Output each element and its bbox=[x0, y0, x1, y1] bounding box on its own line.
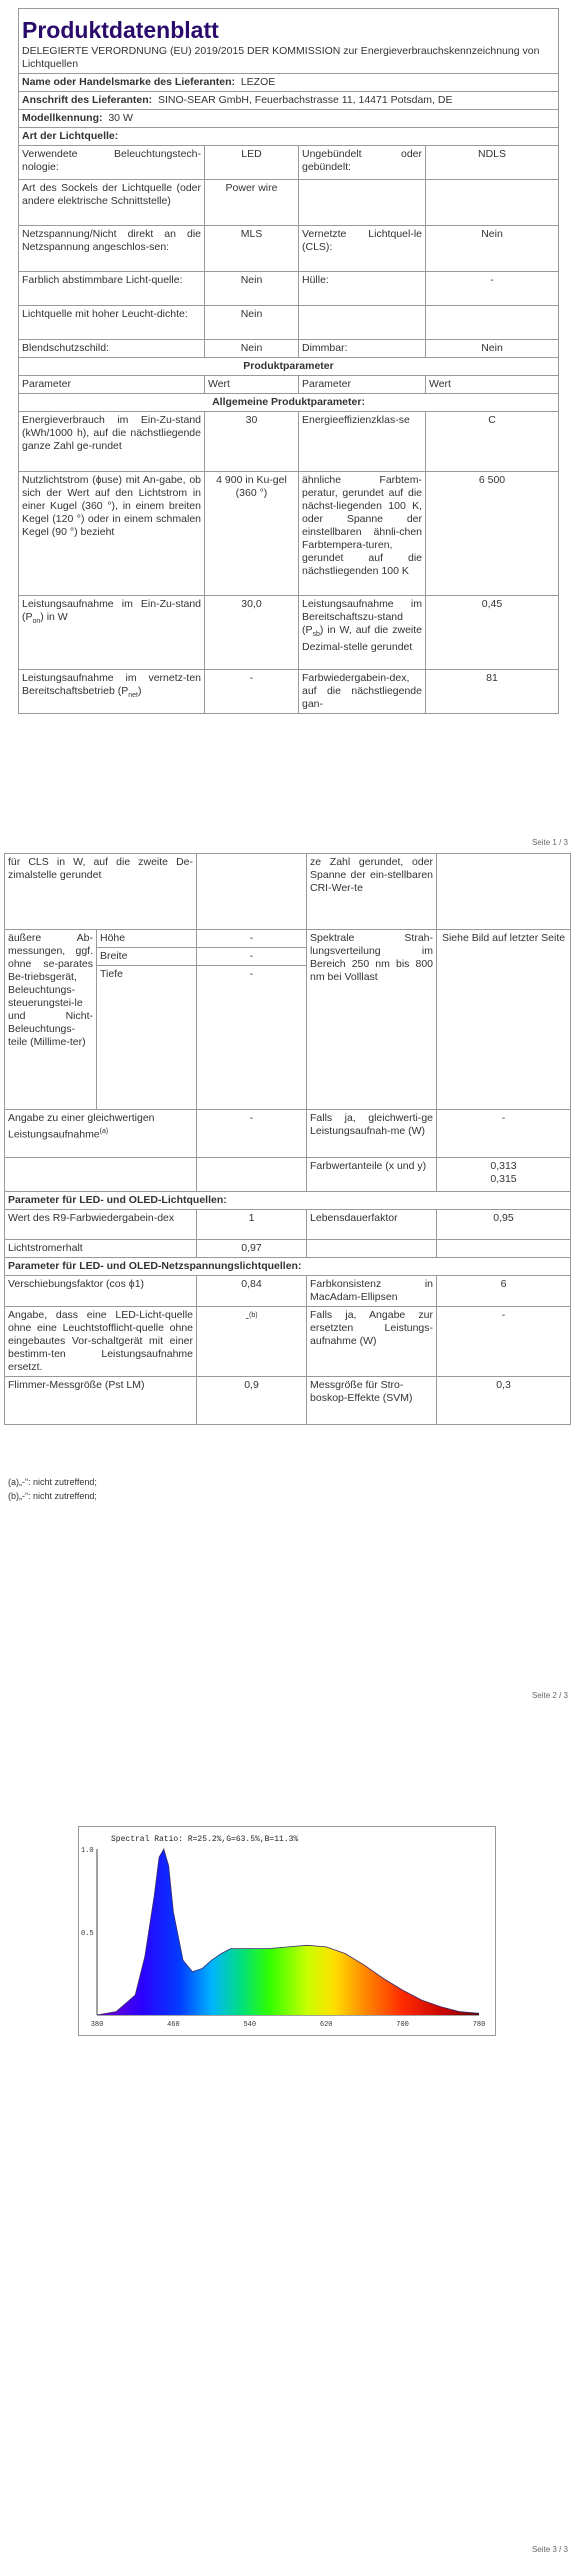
pp-value2-0: C bbox=[426, 412, 559, 472]
page-3 bbox=[0, 1706, 576, 2560]
page-footer-1: Seite 1 / 3 bbox=[531, 838, 568, 847]
x-tick-label: 780 bbox=[472, 2021, 486, 2029]
ls-label-3: Farblich abstimmbare Licht-quelle: bbox=[19, 272, 205, 306]
regulation-text: DELEGIERTE VERORDNUNG (EU) 2019/2015 DER KOMMISSION zur Energieverbrauchskennzeichnung von Lichtquellen bbox=[22, 45, 540, 70]
supplier-address-label: Anschrift des Lieferanten: bbox=[22, 94, 153, 106]
page-1 bbox=[0, 0, 576, 853]
ls-value2-0: NDLS bbox=[426, 146, 559, 180]
ls-value-1: Power wire bbox=[205, 180, 299, 226]
pp-label-2: Leistungsaufnahme im Ein-Zu-stand $(P_{on})$ in W bbox=[19, 596, 205, 670]
strobo-value: 0,3 bbox=[437, 1377, 571, 1425]
retro-value bbox=[197, 1307, 307, 1377]
page-footer-3: Seite 3 / 3 bbox=[531, 2545, 568, 2554]
footnotes bbox=[0, 1475, 97, 1503]
datasheet-table-p1 bbox=[18, 8, 559, 714]
flicker-value: 0,9 bbox=[197, 1377, 307, 1425]
ls-label2-3: Hülle: bbox=[299, 272, 426, 306]
pp-value-3: - bbox=[205, 670, 299, 714]
page-footer-2: Seite 2 / 3 bbox=[531, 1691, 568, 1700]
ls-value-5: Nein bbox=[205, 340, 299, 358]
flux-value: 0,97 bbox=[197, 1240, 307, 1258]
pp-label-0: Energieverbrauch im Ein-Zu-stand (kWh/1000 h), auf die nächstliegende ganze Zahl ge-rundet bbox=[19, 412, 205, 472]
flux-label: Lichtstromerhalt bbox=[5, 1240, 197, 1258]
pp-label-3: Leistungsaufnahme im vernetz-ten Bereitschaftsbetrieb $(P_{net})$ bbox=[19, 670, 205, 714]
retro-label: Angabe, dass eine LED-Licht-quelle ohne eine Leuchtstofflicht-quelle ohne eingebautes Vor-schaltgerät mit einer bestimm-ten Leistungsaufnahme ersetzt. bbox=[5, 1307, 197, 1377]
supplier-address-value: SINO-SEAR GmbH, Feuerbachstrasse 11, 14471 Potsdam, DE bbox=[157, 94, 453, 106]
x-tick-label: 700 bbox=[396, 2021, 409, 2029]
pp-value-2: 30,0 bbox=[205, 596, 299, 670]
ls-label2-0: Ungebündelt oder gebündelt: bbox=[299, 146, 426, 180]
ls-value-0: LED bbox=[205, 146, 299, 180]
chroma-label: Farbwertanteile (x und y) bbox=[307, 1158, 437, 1192]
dim-height-value: - bbox=[197, 930, 307, 948]
dim-width-value: - bbox=[197, 948, 307, 966]
equiv-label-text: Angabe zu einer gleichwertigen Leistungsaufnahme bbox=[8, 1112, 155, 1141]
model-label: Modellkennung: bbox=[22, 112, 103, 124]
pp-value2-3: 81 bbox=[426, 670, 559, 714]
datasheet-table-p2 bbox=[4, 853, 571, 1425]
ls-value-3: Nein bbox=[205, 272, 299, 306]
shift-value: 0,84 bbox=[197, 1276, 307, 1307]
general-params-section: Allgemeine Produktparameter: bbox=[19, 394, 559, 412]
retro2-value: - bbox=[437, 1307, 571, 1377]
ls-value2-4 bbox=[426, 306, 559, 340]
supplier-address-row bbox=[19, 92, 559, 110]
supplier-name-label: Name oder Handelsmarke des Lieferanten: bbox=[22, 76, 235, 88]
pp-label2-3: Farbwiedergabein-dex, auf die nächstliegende gan- bbox=[299, 670, 426, 714]
col-header-value: Wert bbox=[205, 376, 299, 394]
ls-label2-5: Dimmbar: bbox=[299, 340, 426, 358]
dim-depth-label: Tiefe bbox=[97, 966, 197, 1110]
retro-sup: (b) bbox=[248, 1312, 258, 1319]
macadam-value: 6 bbox=[437, 1276, 571, 1307]
dim-width-label: Breite bbox=[97, 948, 197, 966]
x-tick-label: 460 bbox=[167, 2021, 180, 2029]
retro-value-text: - bbox=[245, 1312, 249, 1325]
chart-title: Spectral Ratio: R=25.2%,G=63.5%,B=11.3% bbox=[111, 1835, 299, 1844]
retro2-label: Falls ja, Angabe zur ersetzten Leistungs-aufnahme (W) bbox=[307, 1307, 437, 1377]
ls-label2-2: Vernetzte Lichtquel-le (CLS): bbox=[299, 226, 426, 272]
cont-label-2: ze Zahl gerundet, oder Spanne der ein-stellbaren CRI-Wer-te bbox=[307, 854, 437, 930]
page-2 bbox=[0, 853, 576, 1706]
flicker-label: Flimmer-Messgröße (Pst LM) bbox=[5, 1377, 197, 1425]
ls-value2-1 bbox=[426, 180, 559, 226]
x-tick-label: 620 bbox=[319, 2021, 333, 2029]
cont-label: für CLS in W, auf die zweite De-zimalstelle gerundet bbox=[5, 854, 197, 930]
col-header-value-2: Wert bbox=[426, 376, 559, 394]
dim-depth-value: - bbox=[197, 966, 307, 1110]
spectrum-chart bbox=[78, 1826, 496, 2036]
spectrum-chart-svg bbox=[79, 1827, 495, 2035]
strobo-label: Messgröße für Stro-boskop-Effekte (SVM) bbox=[307, 1377, 437, 1425]
col-header-param: Parameter bbox=[19, 376, 205, 394]
equiv-sup: (a) bbox=[99, 1128, 109, 1135]
supplier-name-row bbox=[19, 74, 559, 92]
ls-label-0: Verwendete Beleuchtungstech-nologie: bbox=[19, 146, 205, 180]
life-value: 0,95 bbox=[437, 1210, 571, 1240]
ls-label2-1 bbox=[299, 180, 426, 226]
spectrum-area bbox=[97, 1849, 479, 2015]
ls-label-4: Lichtquelle mit hoher Leucht-dichte: bbox=[19, 306, 205, 340]
mains-section: Parameter für LED- und OLED-Netzspannungslichtquellen: bbox=[5, 1258, 571, 1276]
pp-label-1: Nutzlichtstrom (ɸuse) mit An-gabe, ob sich der Wert auf den Lichtstrom in einer Kugel (360 °), in einem breiten Kegel (120 °) oder in einem schmalen Kegel (90 °) bezieht bbox=[19, 472, 205, 596]
footnote-b: (b)„-“: nicht zutreffend; bbox=[8, 1491, 97, 1501]
chroma-x: 0,313 bbox=[490, 1160, 517, 1172]
shift-label: Verschiebungsfaktor (cos ϕ1) bbox=[5, 1276, 197, 1307]
equiv2-label: Falls ja, gleichwerti-ge Leistungsaufnah-me (W) bbox=[307, 1110, 437, 1158]
pp-value-1: 4 900 in Ku-gel (360 °) bbox=[205, 472, 299, 596]
ls-label-2: Netzspannung/Nicht direkt an die Netzspannung angeschlos-sen: bbox=[19, 226, 205, 272]
dim-height-label: Höhe bbox=[97, 930, 197, 948]
ls-label-1: Art des Sockels der Lichtquelle (oder andere elektrische Schnittstelle) bbox=[19, 180, 205, 226]
dims-label: äußere Ab-messungen, ggf. ohne se-parates Be-triebsgerät, Beleuchtungs-steuerungstei-le und Nicht-Beleuchtungs-teile (Millime-ter) bbox=[5, 930, 97, 1110]
ls-label-5: Blendschutzschild: bbox=[19, 340, 205, 358]
supplier-name-value: LEZOE bbox=[240, 76, 276, 88]
r9-value: 1 bbox=[197, 1210, 307, 1240]
x-tick-label: 380 bbox=[90, 2021, 104, 2029]
led-section: Parameter für LED- und OLED-Lichtquellen: bbox=[5, 1192, 571, 1210]
page-title: Produktdatenblatt bbox=[22, 17, 219, 43]
model-row bbox=[19, 110, 559, 128]
equiv2-value: - bbox=[437, 1110, 571, 1158]
y-tick-label: 1.0 bbox=[81, 1847, 94, 1855]
ls-value-2: MLS bbox=[205, 226, 299, 272]
equiv-label bbox=[5, 1110, 197, 1158]
x-tick-label: 540 bbox=[243, 2021, 257, 2029]
pp-value-0: 30 bbox=[205, 412, 299, 472]
light-source-section: Art der Lichtquelle: bbox=[19, 128, 559, 146]
pp-value2-1: 6 500 bbox=[426, 472, 559, 596]
life-label: Lebensdauerfaktor bbox=[307, 1210, 437, 1240]
col-header-param-2: Parameter bbox=[299, 376, 426, 394]
pp-label2-1: ähnliche Farbtem-peratur, gerundet auf die nächst-liegenden 100 K, oder Spanne der einstellbaren ähnli-chen Farbtempera-turen, gerundet auf die nächstliegenden 100 K bbox=[299, 472, 426, 596]
ls-label2-4 bbox=[299, 306, 426, 340]
r9-label: Wert des R9-Farbwiedergabein-dex bbox=[5, 1210, 197, 1240]
ls-value-4: Nein bbox=[205, 306, 299, 340]
ls-value2-2: Nein bbox=[426, 226, 559, 272]
pp-label2-2: Leistungsaufnahme im Bereitschaftszu-stand $(P_{sb})$ in W, auf die zweite Dezimal-stelle gerundet bbox=[299, 596, 426, 670]
spectral-label: Spektrale Strah-lungsverteilung im Bereich 250 nm bis 800 nm bei Volllast bbox=[307, 930, 437, 1110]
spectral-value: Siehe Bild auf letzter Seite bbox=[437, 930, 571, 1110]
macadam-label: Farbkonsistenz in MacAdam-Ellipsen bbox=[307, 1276, 437, 1307]
pp-value2-2: 0,45 bbox=[426, 596, 559, 670]
ls-value2-3: - bbox=[426, 272, 559, 306]
y-tick-label: 0.5 bbox=[81, 1930, 94, 1938]
chroma-values bbox=[437, 1158, 571, 1192]
footnote-a: (a)„-“: nicht zutreffend; bbox=[8, 1477, 97, 1487]
product-params-section: Produktparameter bbox=[19, 358, 559, 376]
model-value: 30 W bbox=[108, 112, 133, 124]
ls-value2-5: Nein bbox=[426, 340, 559, 358]
pp-label2-0: Energieeffizienzklas-se bbox=[299, 412, 426, 472]
equiv-value: - bbox=[197, 1110, 307, 1158]
chroma-y: 0,315 bbox=[490, 1173, 517, 1185]
